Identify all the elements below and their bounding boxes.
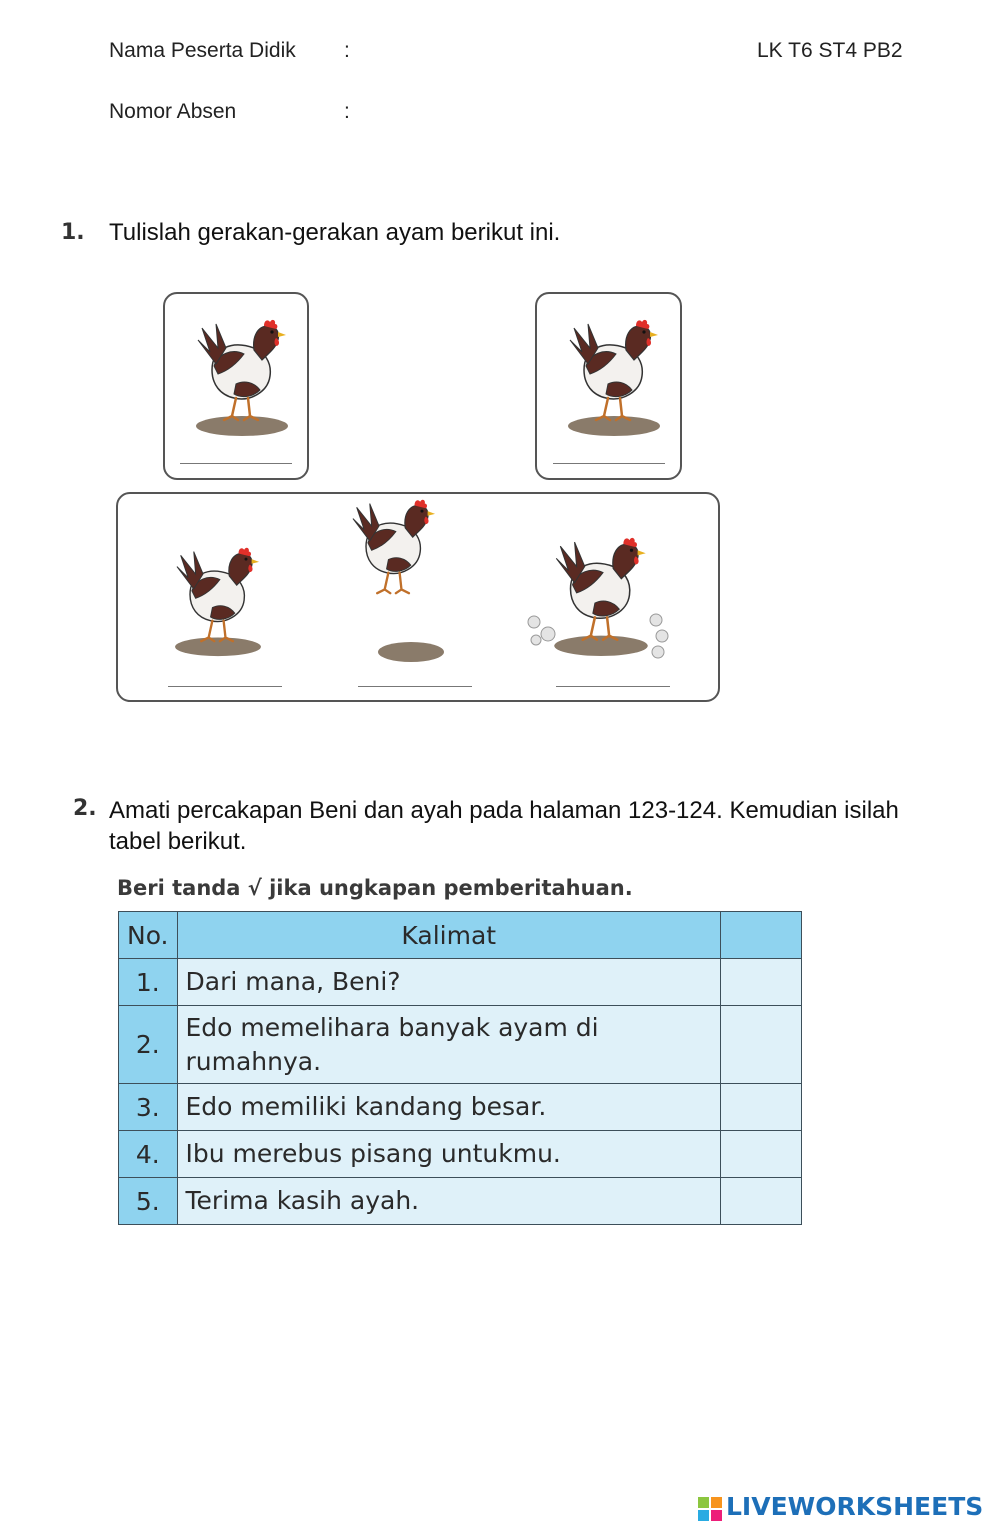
question-2-number: 2. [73,796,97,821]
question-2-text-line1: Amati percakapan Beni dan ayah pada halaman 123-124. Kemudian isilah [109,797,899,824]
name-label: Nama Peserta Didik [109,39,296,62]
hen-walking-icon [187,318,297,438]
row-number: 3. [119,1084,178,1131]
answer-blank-3[interactable] [168,686,282,687]
hen-sitting-icon [168,546,268,658]
question-1-text: Tulislah gerakan-gerakan ayam berikut ini. [109,219,561,246]
liveworksheets-logo-text: LIVEWORKSHEETS [726,1492,984,1521]
row-sentence-line1: Edo memelihara banyak ayam di [185,1012,599,1042]
question-1-number: 1. [61,220,85,245]
row-sentence [177,959,720,1006]
column-header-no: No. [119,912,178,959]
table-row [119,1084,802,1131]
answer-blank-4[interactable] [358,686,472,687]
row-number: 4. [119,1131,178,1178]
check-cell-2[interactable] [721,1006,802,1084]
image-card-1 [163,292,309,480]
row-sentence-line1: Edo memiliki kandang besar. [185,1092,547,1121]
row-sentence [177,1006,720,1084]
jump-shadow [378,642,444,662]
table-row [119,1006,802,1084]
worksheet-code: LK T6 ST4 PB2 [757,39,903,62]
hen-jumping-icon [344,498,444,610]
row-sentence [177,1131,720,1178]
row-sentence-line1: Dari mana, Beni? [185,967,401,996]
name-colon: : [344,39,350,62]
check-cell-3[interactable] [721,1084,802,1131]
image-card-2 [535,292,682,480]
table-row [119,1131,802,1178]
column-header-kalimat: Kalimat [177,912,720,959]
dust-cloud-right-icon [640,612,680,660]
absen-colon: : [344,100,350,123]
check-cell-4[interactable] [721,1131,802,1178]
check-cell-1[interactable] [721,959,802,1006]
row-number: 2. [119,1006,178,1084]
row-sentence [177,1178,720,1225]
image-card-wide [116,492,720,702]
table-instruction: Beri tanda √ jika ungkapan pemberitahuan. [117,876,633,900]
row-number: 1. [119,959,178,1006]
answer-blank-5[interactable] [556,686,670,687]
liveworksheets-logo-icon [698,1497,722,1521]
row-number: 5. [119,1178,178,1225]
column-header-check [721,912,802,959]
statement-table [118,911,802,1225]
table-row [119,959,802,1006]
question-2-text-line2: tabel berikut. [109,828,247,855]
row-sentence [177,1084,720,1131]
answer-blank-1[interactable] [180,463,292,464]
row-sentence-line2: rumahnya. [185,1046,322,1076]
dust-cloud-left-icon [524,612,564,648]
table-row [119,1178,802,1225]
absen-label: Nomor Absen [109,100,237,123]
hen-standing-icon [559,318,669,438]
row-sentence-line1: Ibu merebus pisang untukmu. [185,1139,561,1168]
row-sentence-line1: Terima kasih ayah. [185,1186,420,1215]
check-cell-5[interactable] [721,1178,802,1225]
answer-blank-2[interactable] [553,463,665,464]
